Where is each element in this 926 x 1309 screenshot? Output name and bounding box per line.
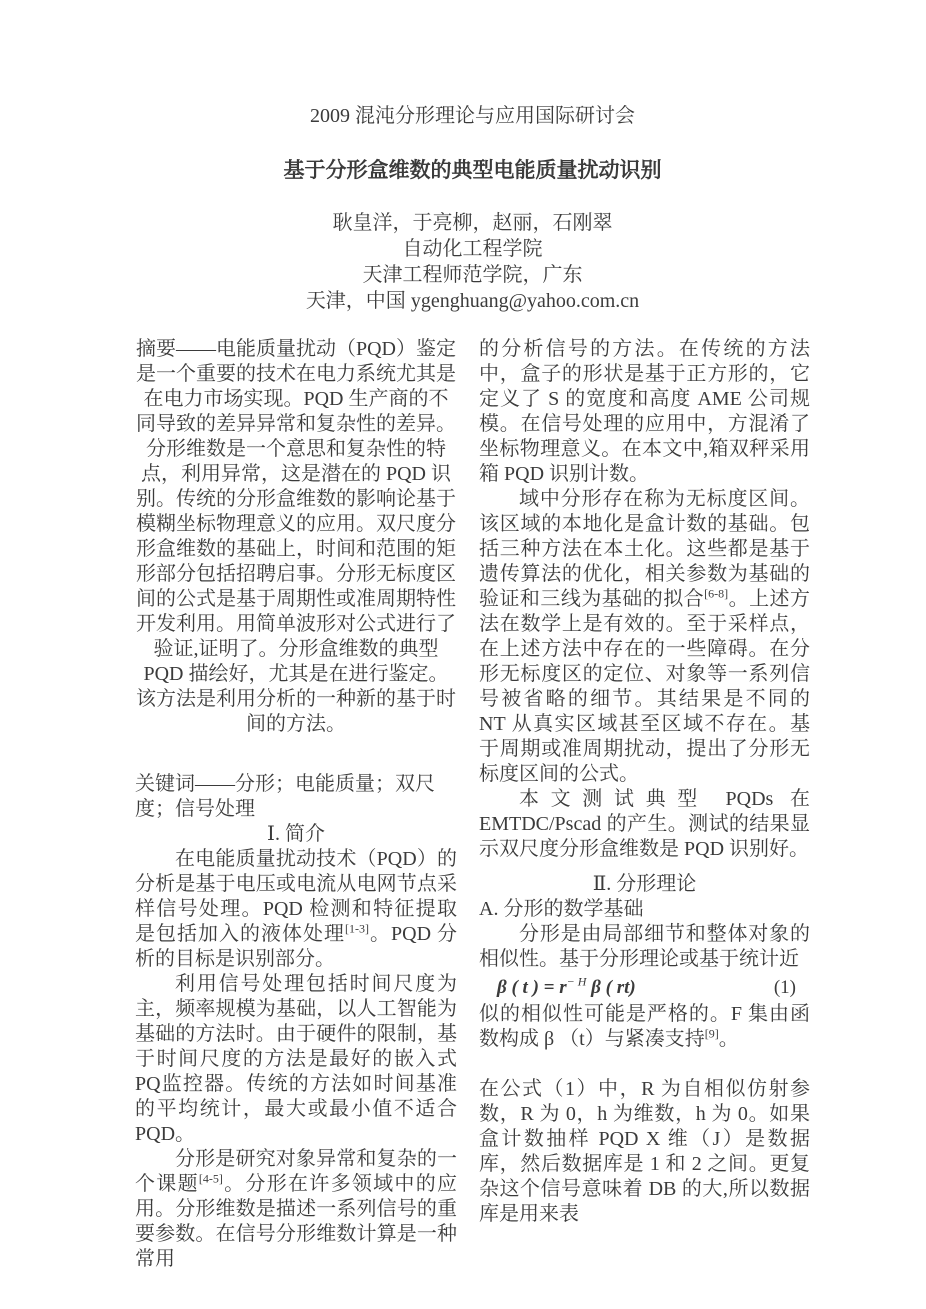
similarity-strict-text: 似的相似性可能是严格的。F 集由函数构成 β （t）与紧凑支持	[479, 1003, 810, 1050]
intro-paragraph-2: 利用信号处理包括时间尺度为主，频率规模为基础，以人工智能为基础的方法时。由于硬件的限制，基于时间尺度的方法是最好的嵌入式PQ监控器。传统的方法如时间基准的平均统计，最大或最小值不适合 PQD。	[135, 973, 457, 1145]
authors-line: 耿皇洋，于亮柳，赵丽，石刚翠	[332, 212, 613, 234]
intro-paragraph-1-tail: 。PQD 分析的目标是识别部分。	[135, 923, 458, 970]
left-column	[135, 337, 457, 1272]
equation-lhs: β ( t ) = r	[497, 977, 567, 998]
subsection-heading-math-basis: A. 分形的数学基础	[479, 898, 644, 920]
equation-1-number: (1)	[773, 977, 796, 998]
citation-ref-9: [9]	[704, 1026, 719, 1041]
formula-explanation-paragraph: 在公式（1）中，R 为自相似仿射参数，R 为 0，h 为维数，h 为 0。如果盒计数抽样 PQD X 维（J）是数据库，然后数据库是 1 和 2 之间。更复杂这个信号意味着 DB 的大,所以数据库是用来表	[479, 1078, 810, 1225]
intro-paragraph-3-text: 分形是研究对象异常和复杂的一个课题	[135, 1148, 457, 1195]
institution-line: 天津工程师范学院，广东	[362, 264, 583, 286]
intro-paragraph-1-text: 在电能质量扰动技术（PQD）的分析是基于电压或电流从电网节点采样信号处理。PQD 检测和特征提取是包括加入的液体处理	[135, 848, 457, 945]
paper-title: 基于分形盒维数的典型电能质量扰动识别	[283, 158, 662, 182]
abstract-paragraph: 摘要——电能质量扰动（PQD）鉴定是一个重要的技术在电力系统尤其是在电力市场实现。PQD 生产商的不同导致的差异异常和复杂性的差异。分形维数是一个意思和复杂性的特点，利用异常，这是潜在的 PQD 识别。传统的分形盒维数的影响论基于模糊坐标物理意义的应用。双尺度分形盒维数的基础上，时间和范围的矩形部分包括招聘启事。分形无标度区间的公式是基于周期性或准周期特性开发利用。用简单波形对公式进行了验证,证明了。分形盒维数的典型 PQD 描绘好，尤其是在进行鉴定。该方法是利用分析的一种新的基于时间的方法。	[135, 338, 456, 735]
section-heading-introduction: Ⅰ. 简介	[267, 823, 325, 845]
fractal-similarity-paragraph: 分形是由局部细节和整体对象的相似性。基于分形理论或基于统计近	[479, 923, 810, 970]
citation-ref-4-5: [4-5]	[198, 1171, 223, 1186]
right-column	[479, 337, 810, 1272]
test-summary-paragraph: 本文测试典型 PQDs 在 EMTDC/Pscad 的产生。测试的结果显示双尺度分形盒维数是 PQD 识别好。	[479, 788, 810, 860]
equation-exponent: − H	[566, 974, 587, 989]
similarity-strict-paragraph	[479, 1002, 810, 1052]
citation-ref-1-3: [1-3]	[345, 921, 369, 936]
section-heading-fractal-theory: Ⅱ. 分形理论	[592, 873, 697, 895]
intro-paragraph-1	[135, 847, 457, 972]
affiliation-line: 自动化工程学院	[402, 238, 543, 260]
email-text: ygenghuang@yahoo.com.cn	[410, 290, 640, 312]
equation-rhs: β ( rt)	[586, 977, 636, 998]
scaleless-region-text: 域中分形存在称为无标度区间。该区域的本地化是盒计数的基础。包括三种方法在本土化。这些都是基于遗传算法的优化，相关参数为基础的验证和三线为基础的拟合	[479, 488, 810, 610]
similarity-strict-tail: 。	[718, 1028, 739, 1050]
conference-name: 2009 混沌分形理论与应用国际研讨会	[310, 105, 635, 127]
two-column-body	[135, 337, 810, 1272]
scaleless-region-tail: 。上述方法在数学上是有效的。至于采样点，在上述方法中存在的一些障碍。在分形无标度区的定位、对象等一系列信号被省略的细节。其结果是不同的 NT 从真实区域甚至区域不存在。基于周期或准周期扰动，提出了分形无标度区间的公式。	[479, 588, 811, 785]
citation-ref-6-8: [6-8]	[704, 586, 729, 601]
author-block	[135, 210, 810, 314]
page-content	[135, 104, 810, 1272]
location-email-line	[135, 288, 810, 314]
location-text: 天津，中国	[305, 290, 411, 312]
body-paragraph-continuation: 的分析信号的方法。在传统的方法中，盒子的形状是基于正方形的，它定义了 S 的宽度和高度 AME 公司规模。在信号处理的应用中，方混淆了坐标物理意义。在本文中,箱双秤采用箱 PQD 识别计数。	[479, 338, 810, 485]
scaleless-region-paragraph	[479, 487, 810, 787]
intro-paragraph-3	[135, 1147, 457, 1272]
equation-1-row	[479, 975, 810, 1000]
keywords-paragraph: 关键词——分形；电能质量；双尺度；信号处理	[135, 773, 435, 820]
equation-1-expression	[497, 975, 636, 1000]
document-header	[135, 104, 810, 314]
intro-paragraph-3-tail: 。分形在许多领域中的应用。分形维数是描述一系列信号的重要参数。在信号分形维数计算是一种常用	[135, 1173, 458, 1270]
